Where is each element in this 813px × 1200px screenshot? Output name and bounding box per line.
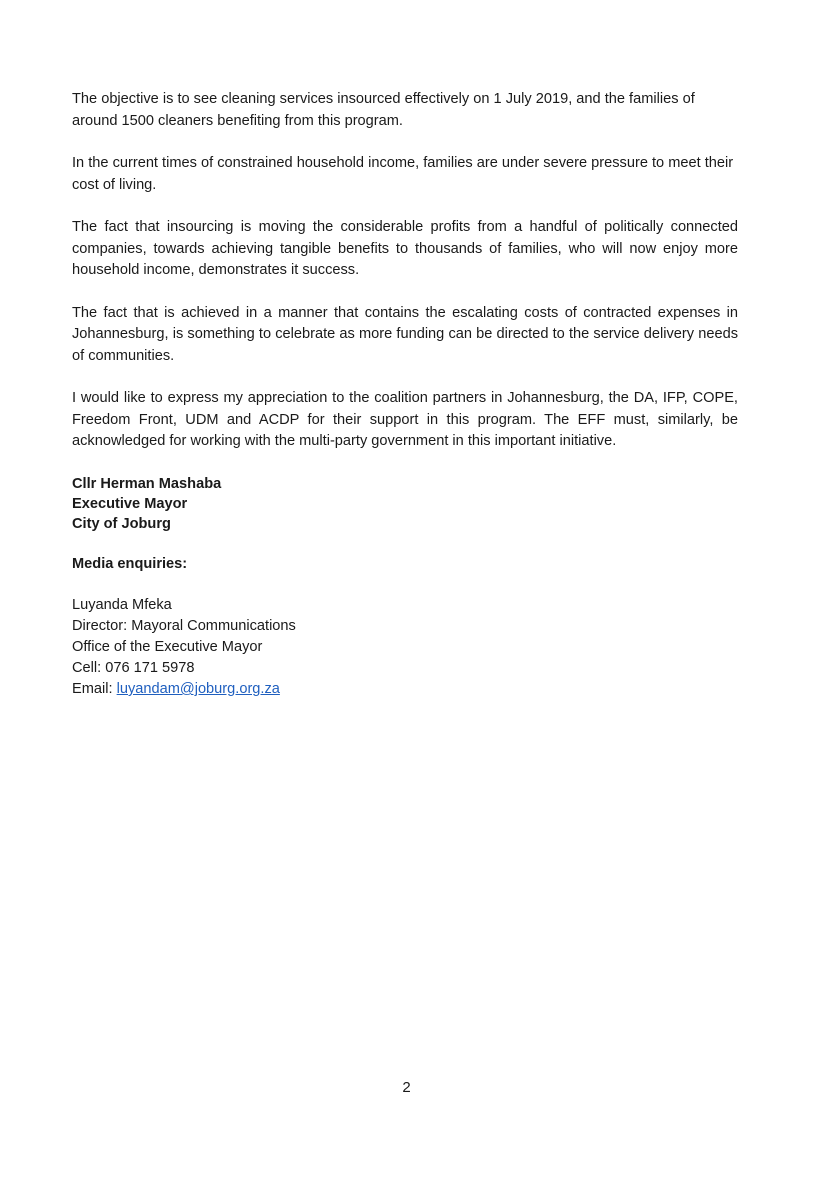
email-label: Email:	[72, 681, 117, 697]
paragraph-objective: The objective is to see cleaning services insourced effectively on 1 July 2019, and the families of around 1500 cleaners benefiting from this program.	[72, 91, 695, 129]
page-number: 2	[402, 1079, 411, 1096]
paragraph-household-income: In the current times of constrained household income, families are under severe pressure to meet their cost of living.	[72, 155, 734, 193]
signatory-name: Cllr Herman Mashaba	[72, 475, 222, 492]
document-page	[72, 89, 738, 700]
contact-email-line	[72, 679, 738, 700]
paragraph-appreciation: I would like to express my appreciation to the coalition partners in Johannesburg, the DA, IFP, COPE, Freedom Front, UDM and ACDP for their support in this program. The EFF must, similarly, be acknowledged for working with the multi-party government in this important initiative.	[72, 390, 738, 449]
contact-office: Office of the Executive Mayor	[72, 639, 263, 655]
paragraph-escalating-costs: The fact that is achieved in a manner that contains the escalating costs of contracted expenses in Johannesburg, is something to celebrate as more funding can be directed to the service delivery needs of communities.	[72, 304, 738, 364]
signatory-title: Executive Mayor	[72, 495, 188, 512]
paragraph-insourcing-profits: The fact that insourcing is moving the considerable profits from a handful of politically connected companies, towards achieving tangible benefits to thousands of families, who will now enjoy more household income, demonstrates it success.	[72, 219, 738, 278]
contact-role: Director: Mayoral Communications	[72, 618, 296, 634]
contact-name: Luyanda Mfeka	[72, 597, 172, 613]
media-contact-block	[72, 595, 738, 700]
signature-block	[72, 474, 738, 534]
signatory-organisation: City of Joburg	[72, 515, 171, 532]
email-link[interactable]: luyandam@joburg.org.za	[116, 681, 280, 697]
contact-cell: Cell: 076 171 5978	[72, 660, 195, 676]
media-enquiries-heading: Media enquiries:	[72, 555, 188, 572]
